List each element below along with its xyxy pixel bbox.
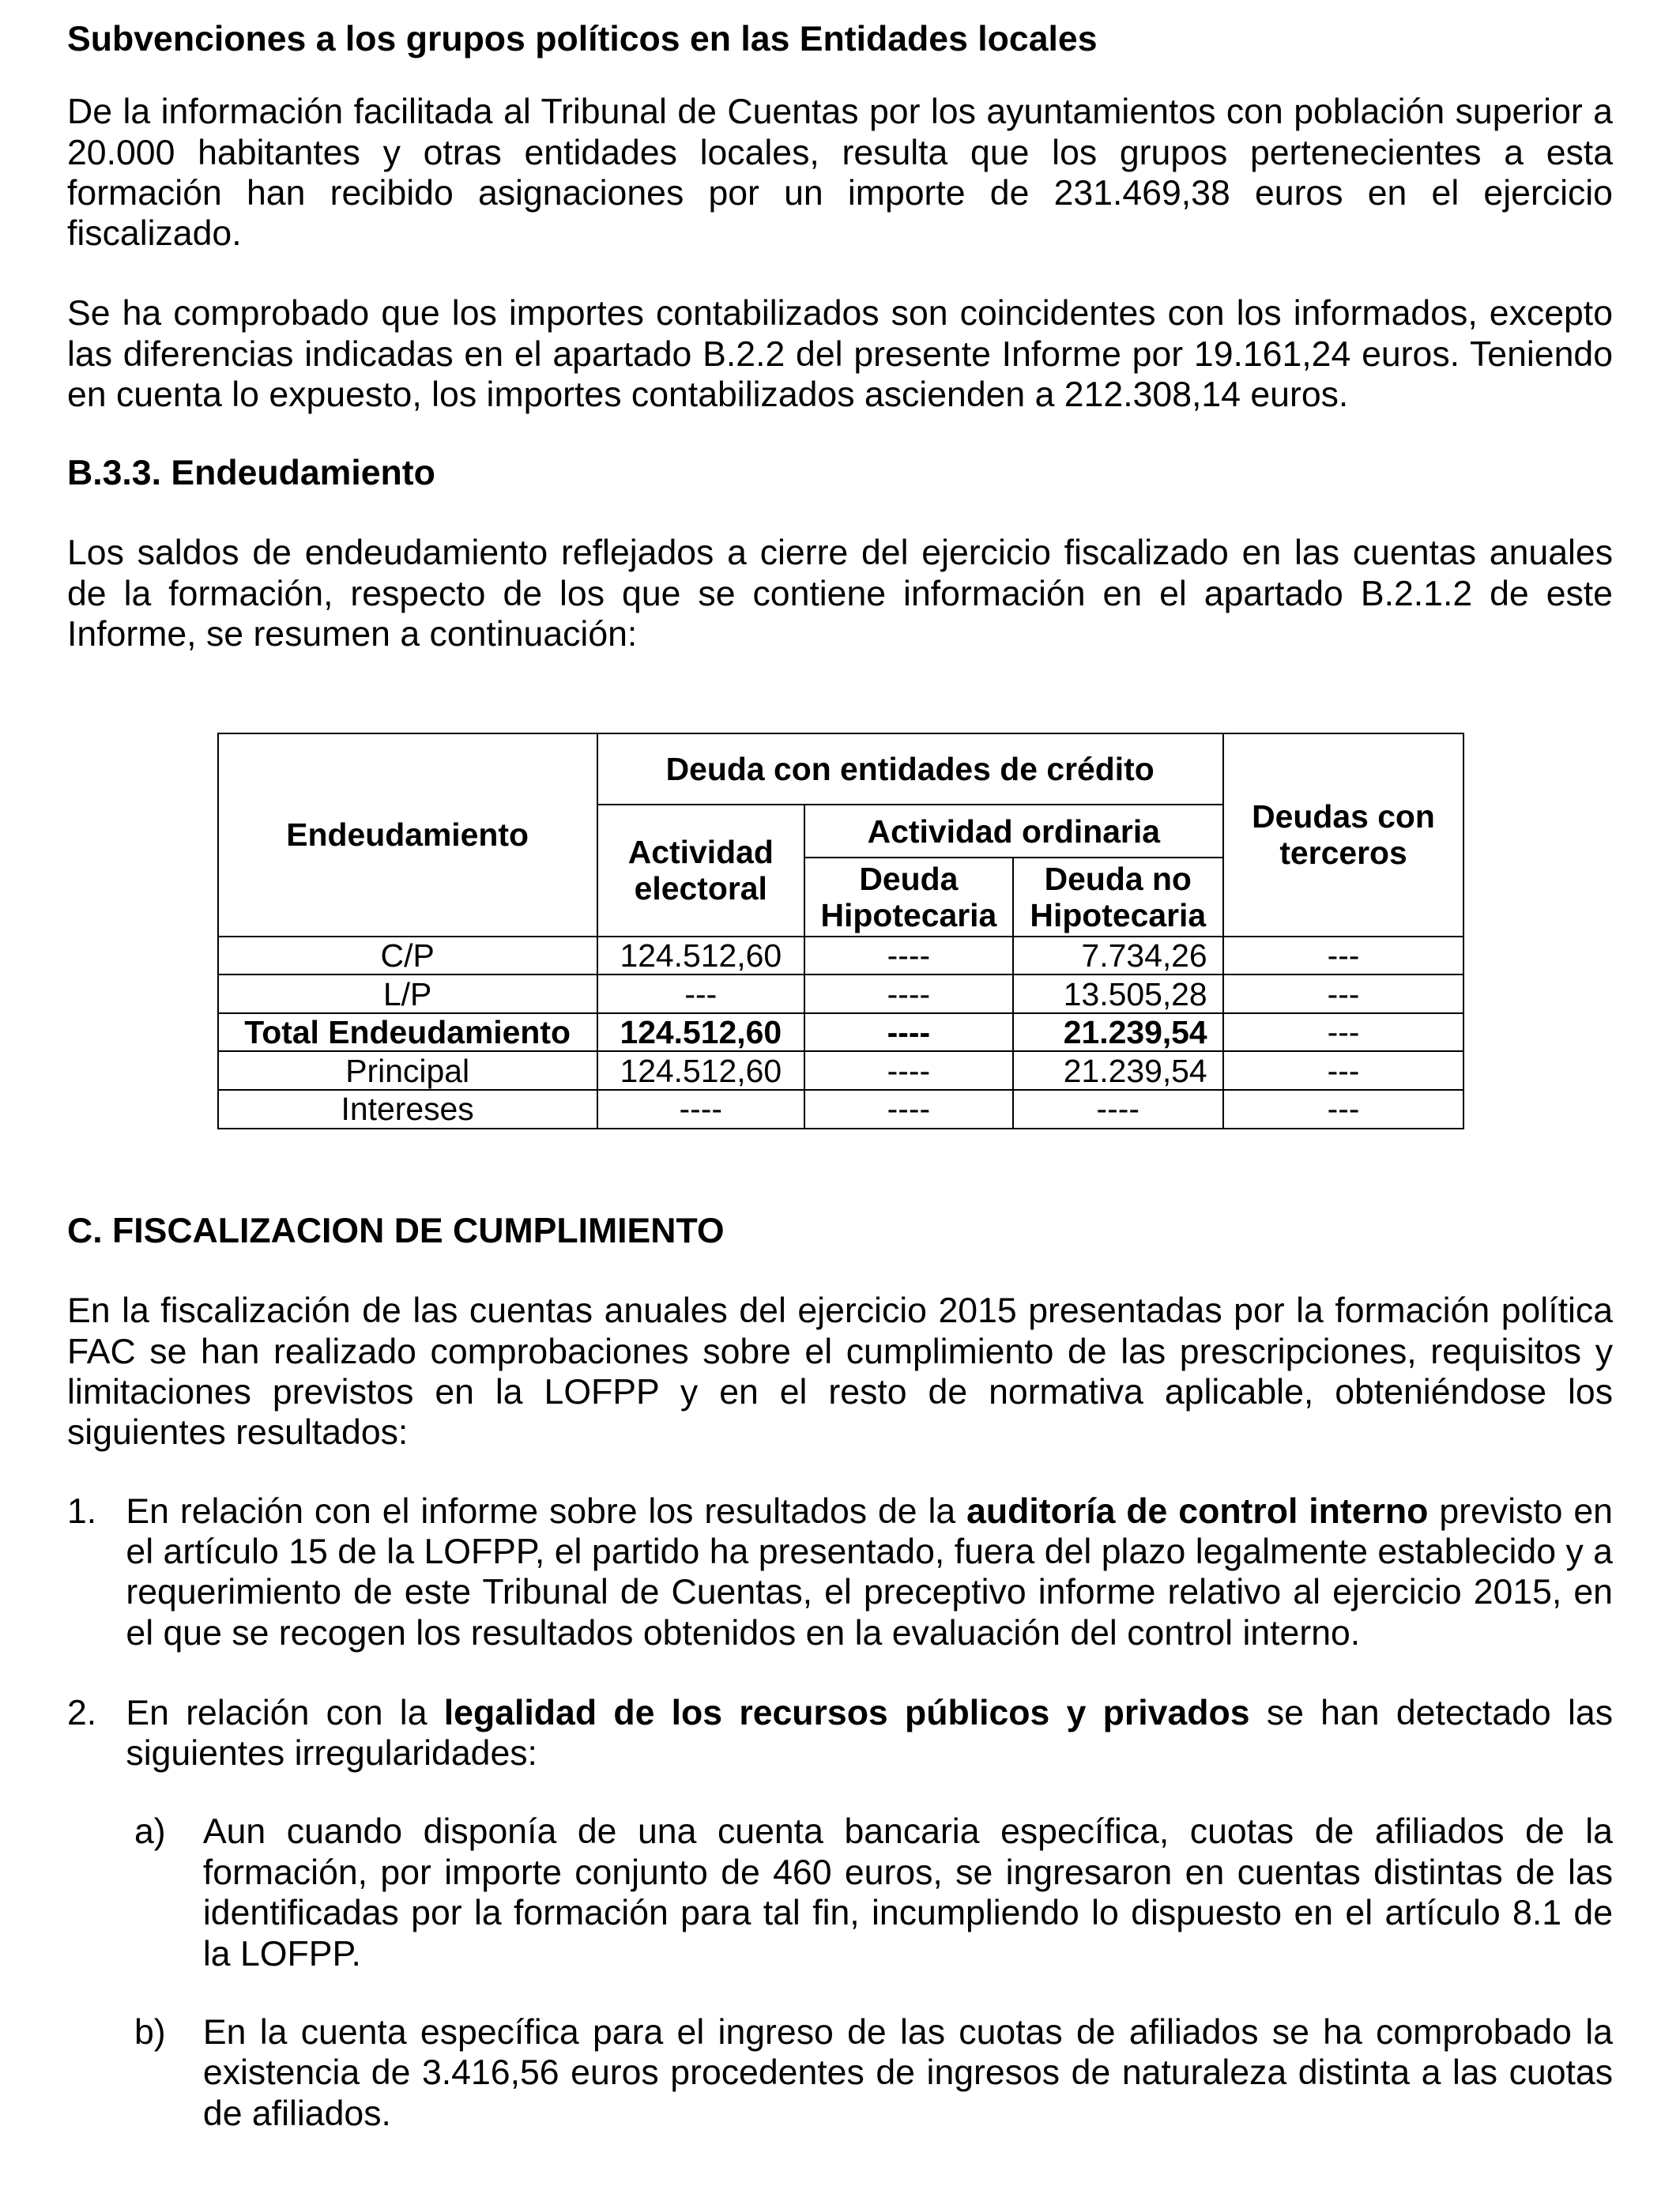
- col-header-electoral: Actividad electoral: [597, 805, 804, 936]
- cell-non-mortgage: 21.239,54: [1013, 1013, 1223, 1052]
- cell-non-mortgage: ----: [1013, 1090, 1223, 1129]
- section-heading-endeudamiento: B.3.3. Endeudamiento: [67, 454, 435, 493]
- debt-table-header: [218, 733, 1464, 937]
- item-text-after: previsto en el artículo 15 de la LOFPP, el partido ha presentado, fuera del plazo legalmente establecido y a requerimiento de este Tribunal de Cuentas, el preceptivo informe relativo al ejercicio 2015, en el que se recogen los resultados obtenidos en la evaluación del control interno.: [126, 1491, 1613, 1653]
- cell-mortgage: ----: [804, 1051, 1013, 1090]
- row-label: Total Endeudamiento: [218, 1013, 597, 1052]
- table-row: [218, 937, 1464, 975]
- item-number: 2.: [67, 1693, 97, 1732]
- cell-electoral: 124.512,60: [597, 937, 804, 975]
- cell-third-parties: ---: [1223, 1013, 1464, 1052]
- table-row-total: [218, 1013, 1464, 1052]
- cell-non-mortgage: 21.239,54: [1013, 1051, 1223, 1090]
- col-header-non-mortgage: Deuda no Hipotecaria: [1013, 858, 1223, 936]
- cell-third-parties: ---: [1223, 1051, 1464, 1090]
- cell-mortgage: ----: [804, 1013, 1013, 1052]
- paragraph-endeudamiento-intro: Los saldos de endeudamiento reflejados a cierre del ejercicio fiscalizado en las cuentas anuales de la formación, respecto de los que se contiene información en el apartado B.2.1.2 de este Informe, se resumen a continuación:: [67, 533, 1613, 654]
- section-heading-subvenciones: Subvenciones a los grupos políticos en las Entidades locales: [67, 20, 1098, 58]
- item-text-before: En relación con el informe sobre los resultados de la: [126, 1491, 967, 1531]
- table-row: [218, 1051, 1464, 1090]
- subitem-text: En la cuenta específica para el ingreso de las cuotas de afiliados se ha comprobado la existencia de 3.416,56 euros procedentes de ingresos de naturaleza distinta a las cuotas de afiliados.: [202, 2012, 1613, 2133]
- cell-electoral: ----: [597, 1090, 804, 1129]
- cell-non-mortgage: 7.734,26: [1013, 937, 1223, 975]
- compliance-subitem-b: [126, 2012, 1613, 2134]
- debt-table: [217, 733, 1465, 1129]
- cell-third-parties: ---: [1223, 974, 1464, 1013]
- cell-third-parties: ---: [1223, 1090, 1464, 1129]
- cell-third-parties: ---: [1223, 937, 1464, 975]
- header-row-1: [218, 733, 1464, 805]
- compliance-subitem-a: [126, 1811, 1613, 1974]
- debt-table-body: [218, 937, 1464, 1129]
- table-row: [218, 974, 1464, 1013]
- cell-electoral: 124.512,60: [597, 1013, 804, 1052]
- subitem-text: Aun cuando disponía de una cuenta bancaria específica, cuotas de afiliados de la formación, por importe conjunto de 460 euros, se ingresaron en cuentas distintas de las identificadas por la formación para tal fin, incumpliendo lo dispuesto en el artículo 8.1 de la LOFPP.: [202, 1812, 1613, 1973]
- row-label: L/P: [218, 974, 597, 1013]
- item-text: [126, 1693, 1613, 1774]
- col-header-third-parties: Deudas con terceros: [1223, 733, 1464, 937]
- item-text-after: se han detectado las siguientes irregularidades:: [126, 1693, 1613, 1774]
- col-group-ordinary: Actividad ordinaria: [804, 805, 1223, 858]
- table-row: [218, 1090, 1464, 1129]
- paragraph-subvenciones-1: De la información facilitada al Tribunal de Cuentas por los ayuntamientos con población superior a 20.000 habitantes y otras entidades locales, resulta que los grupos pertenecientes a esta formación han recibido asignaciones por un importe de 231.469,38 euros en el ejercicio fiscalizado.: [67, 92, 1613, 254]
- cell-electoral: 124.512,60: [597, 1051, 804, 1090]
- item-text: [126, 1491, 1613, 1654]
- col-header-endeudamiento: Endeudamiento: [218, 733, 597, 937]
- paragraph-subvenciones-2: Se ha comprobado que los importes contabilizados son coincidentes con los informados, excepto las diferencias indicadas en el apartado B.2.2 del presente Informe por 19.161,24 euros. Teniendo en cuenta lo expuesto, los importes contabilizados ascienden a 212.308,14 euros.: [67, 294, 1613, 415]
- section-heading-cumplimiento: C. FISCALIZACION DE CUMPLIMIENTO: [67, 1212, 725, 1251]
- compliance-item-1: [67, 1491, 1613, 1654]
- row-label: Intereses: [218, 1090, 597, 1129]
- subitem-marker: b): [134, 2012, 166, 2052]
- col-group-credit: Deuda con entidades de crédito: [597, 733, 1223, 805]
- cell-mortgage: ----: [804, 937, 1013, 975]
- cell-non-mortgage: 13.505,28: [1013, 974, 1223, 1013]
- item-text-before: En relación con la: [126, 1693, 444, 1732]
- cell-electoral: ---: [597, 974, 804, 1013]
- cell-mortgage: ----: [804, 974, 1013, 1013]
- item-text-emphasis: auditoría de control interno: [966, 1491, 1429, 1531]
- row-label: C/P: [218, 937, 597, 975]
- cell-mortgage: ----: [804, 1090, 1013, 1129]
- subitem-marker: a): [134, 1812, 166, 1852]
- row-label: Principal: [218, 1051, 597, 1090]
- paragraph-cumplimiento-intro: En la fiscalización de las cuentas anuales del ejercicio 2015 presentadas por la formación política FAC se han realizado comprobaciones sobre el cumplimiento de las prescripciones, requisitos y limitaciones previstos en la LOFPP y en el resto de normativa aplicable, obteniéndose los siguientes resultados:: [67, 1291, 1613, 1453]
- item-text-emphasis: legalidad de los recursos públicos y privados: [443, 1693, 1250, 1732]
- col-header-mortgage: Deuda Hipotecaria: [804, 858, 1013, 936]
- item-number: 1.: [67, 1491, 97, 1531]
- compliance-item-2: [67, 1693, 1613, 2134]
